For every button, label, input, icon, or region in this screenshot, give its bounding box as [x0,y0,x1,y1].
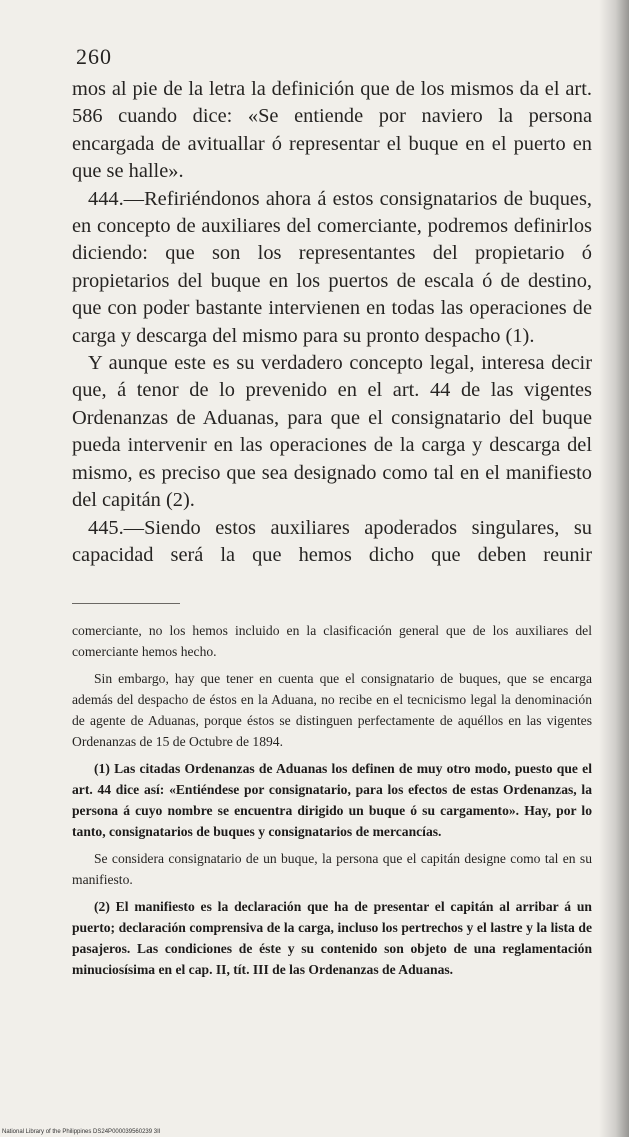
footnote-paragraph-se-considera: Se considera consignatario de un buque, la persona que el capitán designe como tal en su manifiesto. [72,851,592,887]
paragraph-445: 445.—Siendo estos auxiliares apoderados singulares, su capacidad será la que hemos dicho que deben reunir [72,516,592,566]
footnote-paragraph-sin-embargo: Sin embargo, hay que tener en cuenta que el consignatario de buques, que se encarga además del despacho de éstos en la Aduana, no recibe en el tecnicismo legal la denominación de agente de Aduanas, porque éstos se distinguen perfectamente de aquéllos en las vigentes Ordenanzas de 15 de Octubre de 1894. [72,671,592,749]
paragraph-continuation: mos al pie de la letra la definición que de los mismos da el art. 586 cuando dice: «Se entiende por naviero la persona encargada de avituallar ó representar el buque en el puerto en que se halle». [72,78,592,183]
footnote-1 [72,758,592,842]
main-text [72,76,592,569]
footnote-1-text: Las citadas Ordenanzas de Aduanas los definen de muy otro modo, puesto que el art. 44 dice así: «Entiéndese por consignatario, para los efectos de estas Ordenanzas, la persona á cuyo nombre se encuentra dirigido un buque ó su cargamento». Hay, por lo tanto, consignatarios de buques y consignatarios de mercancías. [72,761,592,839]
footnotes [72,620,592,986]
footnote-continuation: comerciante, no los hemos incluido en la clasificación general que de los auxiliares del comerciante hemos hecho. [72,623,592,659]
page-number: 260 [76,44,112,69]
footnote-2-text: El manifiesto es la declaración que ha de presentar el capitán al arribar á un puerto; declaración comprensiva de la carga, incluso los pertrechos y el lastre y la lista de pasajeros. Las condiciones de éste y su contenido son objeto de una reglamentación minuciosísima en el cap. II, tít. III de las Ordenanzas de Aduanas. [72,899,592,977]
library-watermark: National Library of the Philippines DS24P000039560239 3II [2,1129,161,1135]
footnote-1-marker: (1) [94,761,110,776]
paragraph-legal-concept: Y aunque este es su verdadero concepto legal, interesa decir que, á tenor de lo prevenido en el art. 44 de las vigentes Ordenanzas de Aduanas, para que el consignatario del buque pueda intervenir en las operaciones de la carga y descarga del mismo, es preciso que sea designado como tal en el manifiesto del capitán (2). [72,352,592,512]
page-edge-shadow [599,0,629,1137]
paragraph-444: 444.—Refiriéndonos ahora á estos consignatarios de buques, en concepto de auxiliares del comerciante, podremos definirlos diciendo: que son los representantes del propietario ó propietarios del buque en los puertos de escala ó de destino, que con poder bastante intervienen en todas las operaciones de carga y descarga del mismo para su pronto despacho (1). [72,187,592,347]
footnote-2-marker: (2) [94,899,110,914]
footnote-2 [72,896,592,980]
footnote-divider [72,603,180,604]
